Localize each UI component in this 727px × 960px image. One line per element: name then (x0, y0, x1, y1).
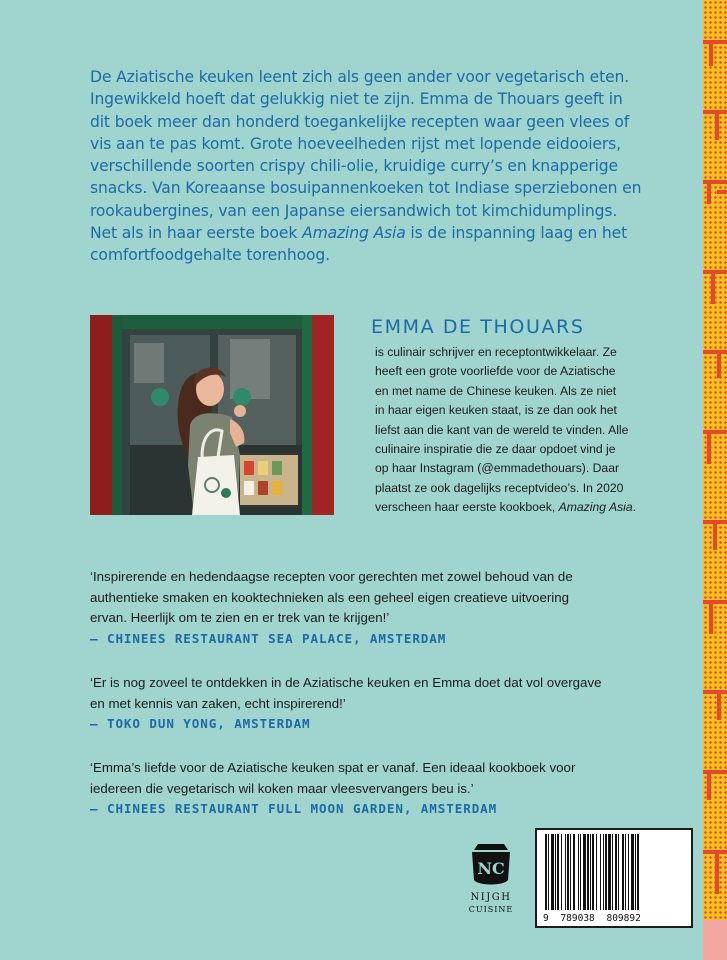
quote-source: – TOKO DUN YONG, AMSTERDAM (90, 716, 311, 732)
quote-source: – CHINEES RESTAURANT SEA PALACE, AMSTERDAM (90, 630, 447, 646)
spine-pattern (703, 0, 727, 960)
cover-blurb (90, 66, 696, 267)
quote-line: ‘Inspirerende en hedendaagse recepten voor gerechten met zowel behoud van de (90, 569, 573, 584)
author-name: EMMA DE THOUARS (371, 316, 585, 338)
review-quote (90, 758, 690, 820)
bio-line: culinaire inspiratie die ze daar opdoet vind je (375, 442, 616, 457)
bio-line: heeft een grote voorliefde voor de Aziatische (375, 364, 616, 379)
isbn-barcode (535, 828, 693, 928)
blurb-line: Ingewikkeld hoeft dat gelukkig niet te zijn. Emma de Thouars geeft in (90, 90, 623, 109)
author-bio (375, 343, 715, 518)
book-title-italic: Amazing Asia (302, 224, 406, 243)
quote-source: – CHINEES RESTAURANT FULL MOON GARDEN, AMSTERDAM (90, 801, 498, 817)
bio-text: verscheen haar eerste kookboek, (375, 500, 559, 515)
quote-line: ervan. Heerlijk om te zien en er trek van te krijgen!’ (90, 610, 390, 626)
isbn-number: 9 789038 809892 (543, 913, 641, 924)
blurb-line: rookaubergines, van een Japanse eiersandwich tot kimchidumplings. (90, 201, 618, 220)
book-title-italic: Amazing Asia (558, 500, 633, 515)
quote-line: ‘Er is nog zoveel te ontdekken in de Aziatische keuken en Emma doet dat vol overgave (90, 675, 602, 690)
publisher-name: NIJGH (470, 892, 512, 903)
bio-line: in haar eigen keuken staat, is ze dan ook het (375, 403, 617, 418)
bio-line: en met name de Chinese keuken. Als ze niet (375, 383, 617, 398)
publisher-imprint: CUISINE (468, 905, 514, 914)
bio-line: plaatst ze ook dagelijks receptvideo’s. In 2020 (375, 480, 624, 495)
bio-text: . (632, 500, 637, 515)
blurb-line: snacks. Van Koreaanse bosuipannenkoeken tot Indiase sperziebonen en (90, 179, 642, 198)
blurb-line: De Aziatische keuken leent zich als geen ander voor vegetarisch eten. (90, 68, 630, 86)
spine-glyphs (703, 0, 727, 960)
quote-line: en met kennis van zaken, echt inspirerend!’ (90, 695, 346, 711)
review-quote (90, 673, 690, 735)
blurb-text: is de inspanning laag en het (405, 224, 628, 243)
quote-line: iedereen die vegetarisch wil koken maar vleesvervangers beu is.’ (90, 780, 474, 796)
blurb-line: comfortfoodgehalte torenhoog. (90, 246, 330, 265)
bio-line (375, 498, 715, 517)
publisher-logo (468, 838, 514, 918)
blurb-text: Net als in haar eerste boek (90, 224, 303, 243)
quote-line: authentieke smaken en kooktechnieken als een geheel eigen creatieve uitvoering (90, 589, 570, 605)
author-photo (90, 315, 334, 515)
author-photo-illustration (90, 315, 334, 515)
bio-line: is culinair schrijver en receptontwikkelaar. Ze (375, 345, 617, 359)
barcode-bars (537, 834, 691, 914)
blurb-line (90, 222, 696, 244)
blurb-line: verschillende soorten crispy chili-olie, kruidige curry’s en knapperige (90, 157, 618, 176)
bio-line: op haar Instagram (@emmadethouars). Daar (375, 461, 620, 476)
blurb-line: vis aan te pas komt. Grote hoeveelheden rijst met lopende eidooiers, (90, 134, 621, 153)
review-quote (90, 567, 690, 649)
quote-line: ‘Emma’s liefde voor de Aziatische keuken spat er vanaf. Een ideaal kookboek voor (90, 760, 576, 775)
logo-letters: NC (477, 859, 505, 878)
bio-line: liefst aan die kant van de wereld te vinden. Alle (375, 422, 629, 437)
blurb-line: dit boek meer dan honderd toegankelijke recepten waar geen vlees of (90, 112, 630, 131)
